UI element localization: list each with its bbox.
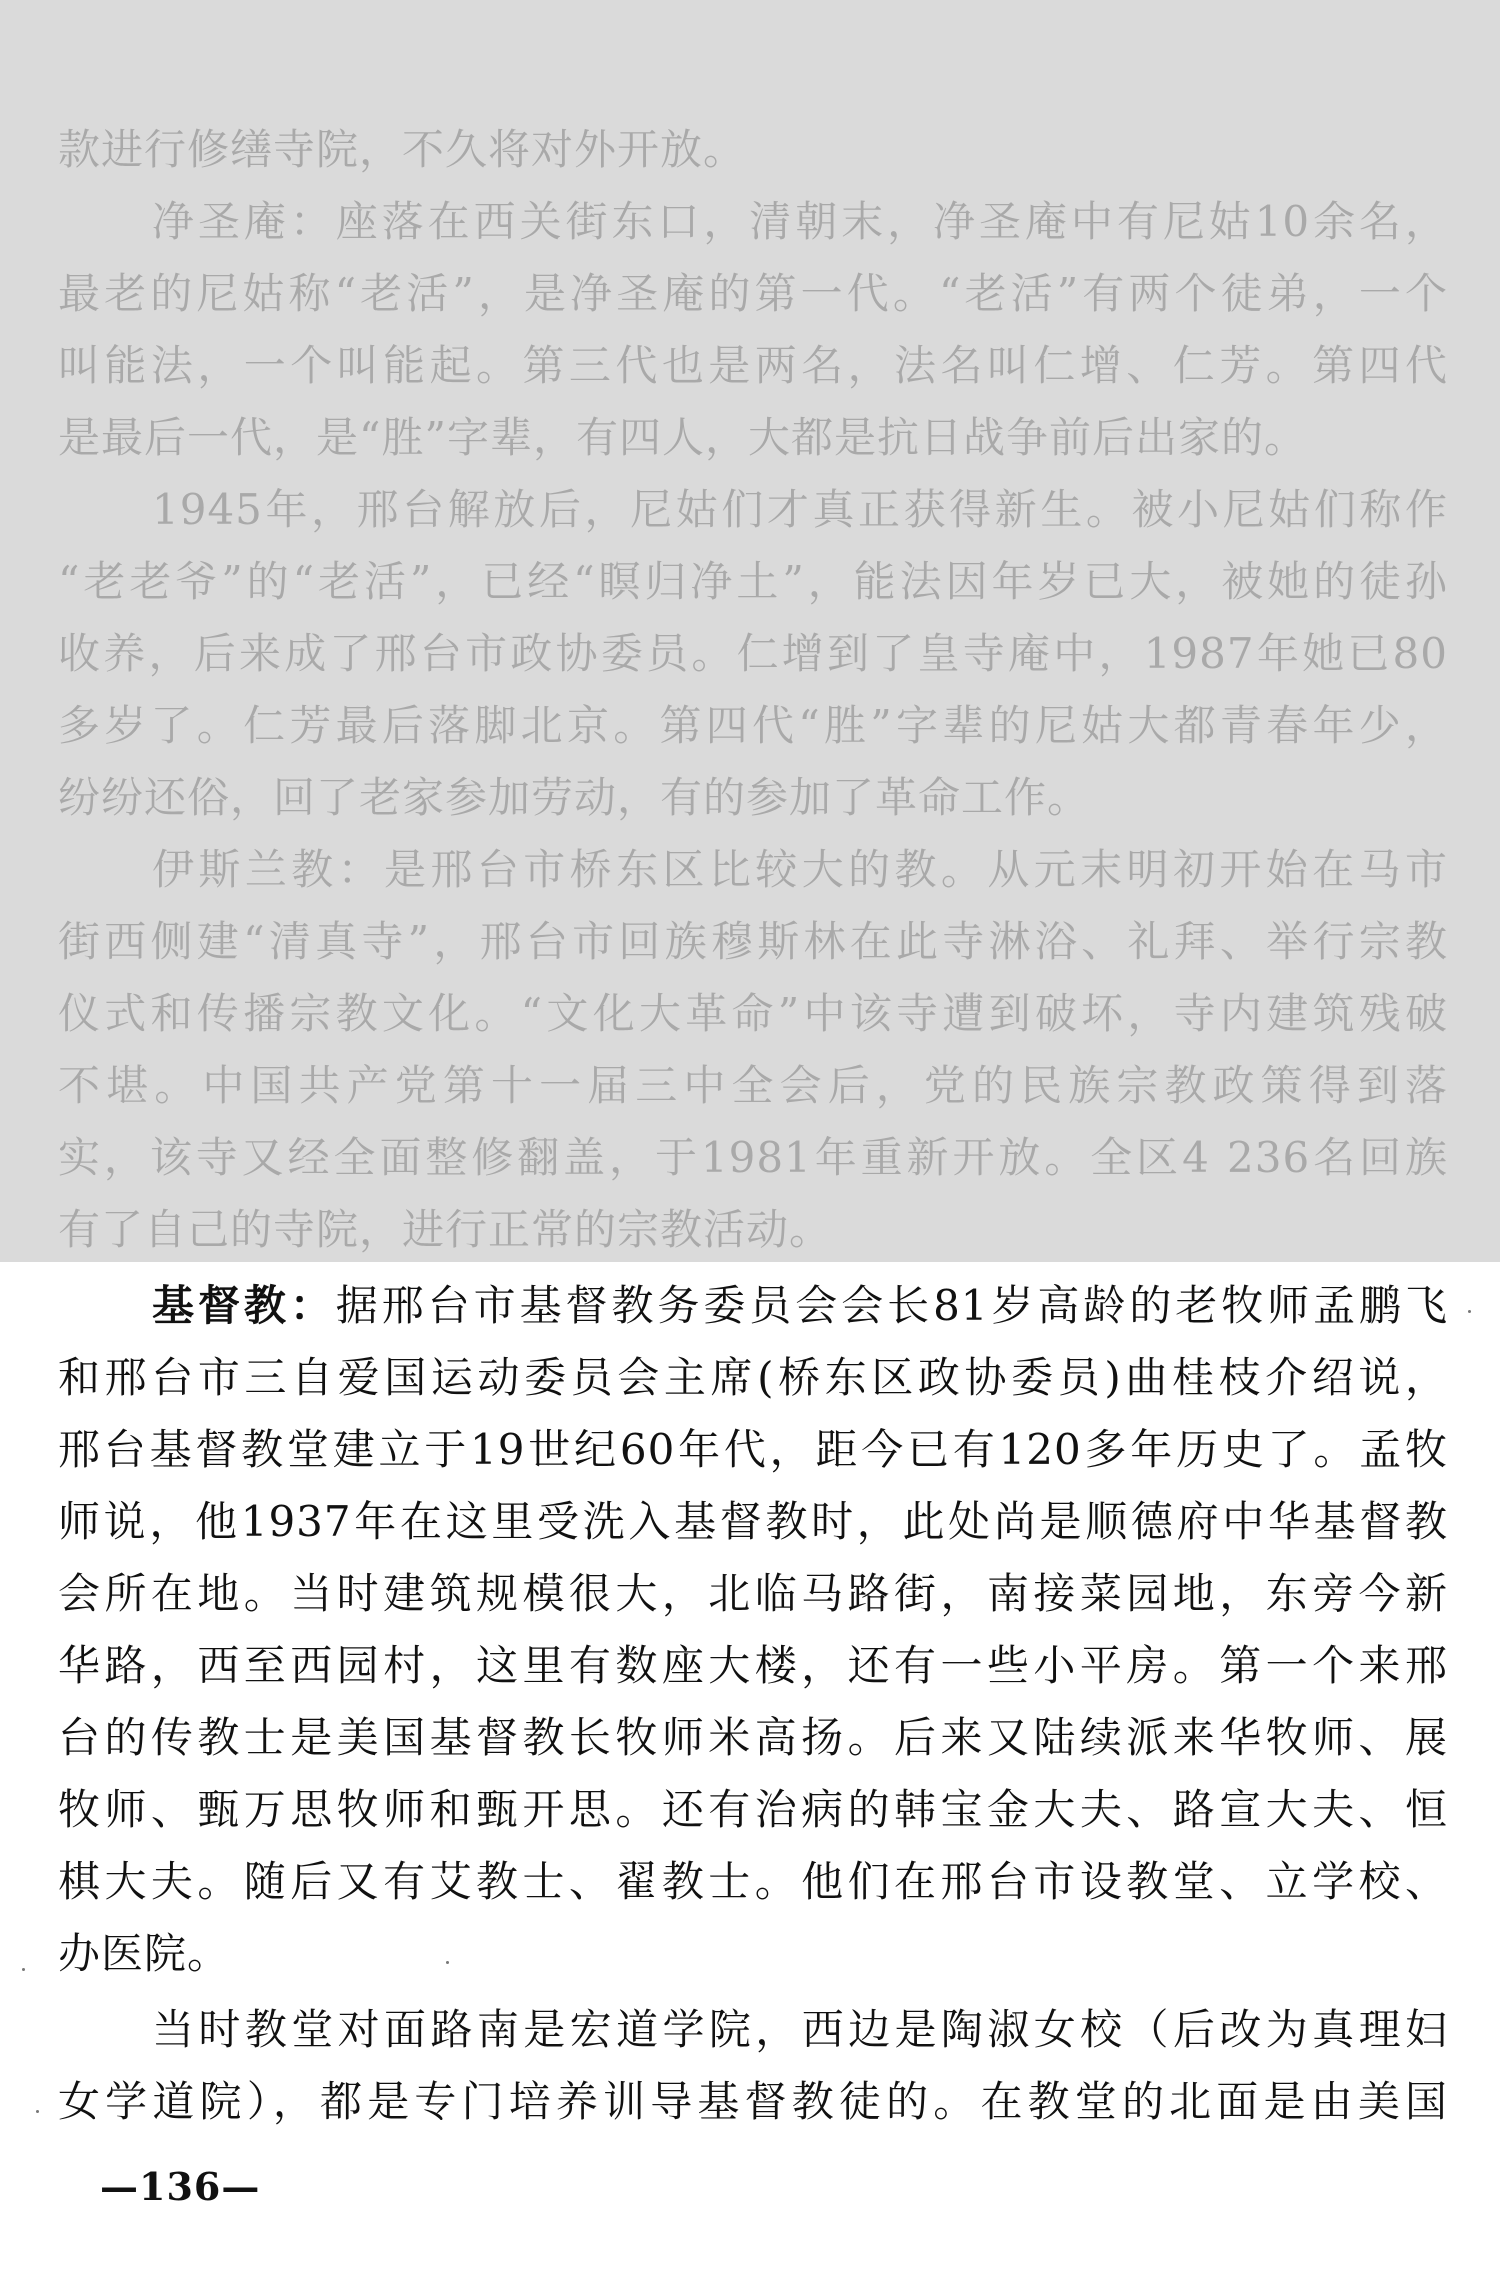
text-line: 收养，后来成了邢台市政协委员。仁增到了皇寺庵中，1987年她已80: [58, 629, 1448, 678]
text-line: 办医院。: [58, 1929, 231, 1978]
text-line: 有了自己的寺院，进行正常的宗教活动。: [58, 1205, 833, 1254]
paragraph-first-line: [152, 1270, 1448, 1342]
text-line: 伊斯兰教：是邢台市桥东区比较大的教。从元末明初开始在马市: [152, 845, 1448, 894]
text-line: 实，该寺又经全面整修翻盖，于1981年重新开放。全区4 236名回族: [58, 1133, 1448, 1182]
text-line: 据邢台市基督教务委员会会长81岁高龄的老牧师孟鹏飞: [335, 1281, 1448, 1330]
text-line: 邢台基督教堂建立于19世纪60年代，距今已有120多年历史了。孟牧: [58, 1425, 1448, 1474]
text-line: 师说，他1937年在这里受洗入基督教时，此处尚是顺德府中华基督教: [58, 1497, 1448, 1546]
text-line: 当时教堂对面路南是宏道学院，西边是陶淑女校（后改为真理妇: [152, 2005, 1448, 2054]
text-line: 不堪。中国共产党第十一届三中全会后，党的民族宗教政策得到落: [58, 1061, 1448, 1110]
text-line: 会所在地。当时建筑规模很大，北临马路街，南接菜园地，东旁今新: [58, 1569, 1448, 1618]
text-line: 华路，西至西园村，这里有数座大楼，还有一些小平房。第一个来邢: [58, 1641, 1448, 1690]
text-line: 是最后一代，是“胜”字辈，有四人，大都是抗日战争前后出家的。: [58, 413, 1307, 462]
text-line: 牧师、甄万思牧师和甄开思。还有治病的韩宝金大夫、路宣大夫、恒: [58, 1785, 1448, 1834]
text-line: 和邢台市三自爱国运动委员会主席(桥东区政协委员)曲桂枝介绍说，: [58, 1353, 1448, 1402]
scan-speck: [1468, 1310, 1471, 1313]
text-line: 纷纷还俗，回了老家参加劳动，有的参加了革命工作。: [58, 773, 1091, 822]
scan-speck: [446, 1961, 449, 1964]
section-lead-term: 基督教：: [152, 1281, 336, 1330]
text-line: 女学道院），都是专门培养训导基督教徒的。在教堂的北面是由美国: [58, 2077, 1448, 2126]
scan-speck: [36, 2110, 39, 2113]
text-line: 棋大夫。随后又有艾教士、翟教士。他们在邢台市设教堂、立学校、: [58, 1857, 1448, 1906]
scan-speck: [22, 1968, 25, 1971]
text-line: 台的传教士是美国基督教长牧师米高扬。后来又陆续派来华牧师、展: [58, 1713, 1448, 1762]
text-line: 净圣庵：座落在西关街东口，清朝末，净圣庵中有尼姑10余名，: [152, 197, 1448, 246]
text-line: 仪式和传播宗教文化。“文化大革命”中该寺遭到破坏，寺内建筑残破: [58, 989, 1448, 1038]
page-number: —136—: [100, 2164, 261, 2209]
text-line: 叫能法，一个叫能起。第三代也是两名，法名叫仁增、仁芳。第四代: [58, 341, 1448, 390]
text-line: 款进行修缮寺院，不久将对外开放。: [58, 125, 747, 174]
text-line: 街西侧建“清真寺”，邢台市回族穆斯林在此寺淋浴、礼拜、举行宗教: [58, 917, 1448, 966]
text-line: “老老爷”的“老活”，已经“瞑归净土”，能法因年岁已大，被她的徒孙: [58, 557, 1448, 606]
text-line: 最老的尼姑称“老活”，是净圣庵的第一代。“老活”有两个徒弟，一个: [58, 269, 1448, 318]
text-line: 多岁了。仁芳最后落脚北京。第四代“胜”字辈的尼姑大都青春年少，: [58, 701, 1448, 750]
text-line: 1945年，邢台解放后，尼姑们才真正获得新生。被小尼姑们称作: [152, 485, 1448, 534]
